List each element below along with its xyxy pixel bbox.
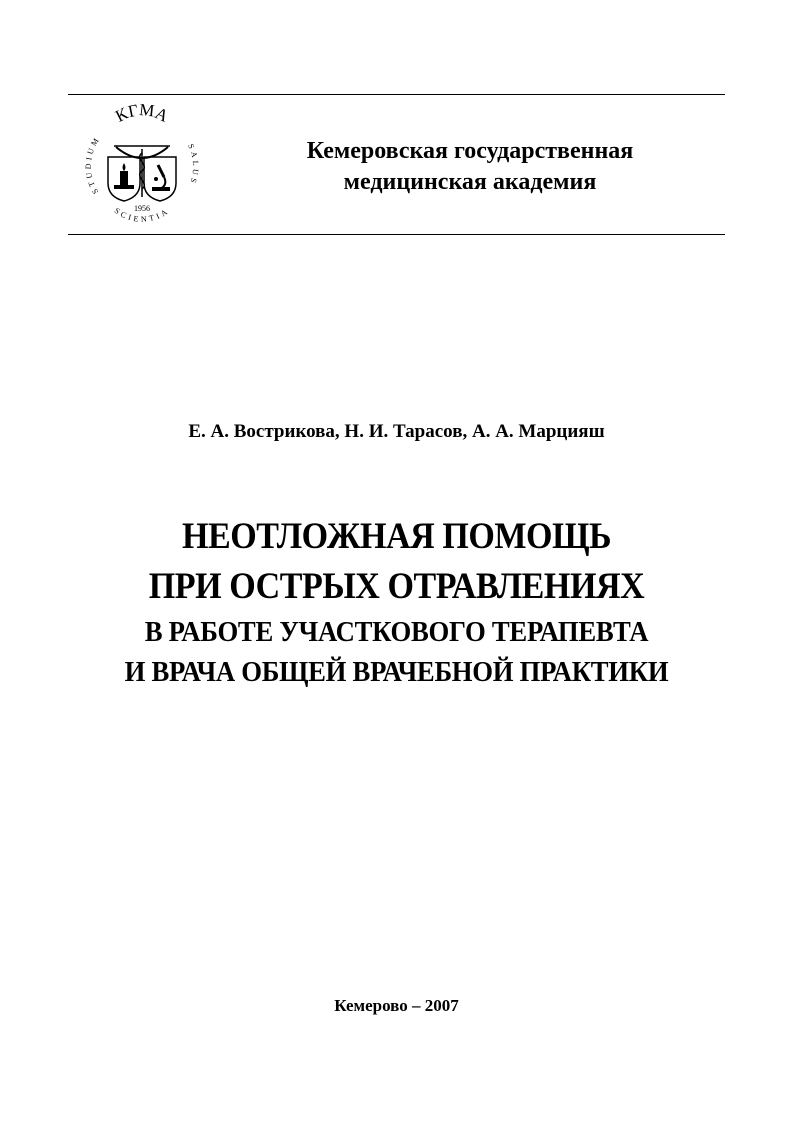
institution-name	[250, 136, 690, 198]
svg-text:1956: 1956	[134, 204, 150, 213]
institution-line-1: Кемеровская государственная	[306, 138, 634, 164]
place-and-year: Кемерово – 2007	[334, 996, 459, 1015]
authors: Е. А. Вострикова, Н. И. Тарасов, А. А. Марцияш	[188, 421, 605, 442]
title-line-2: ПРИ ОСТРЫХ ОТРАВЛЕНИЯХ	[148, 566, 645, 607]
header-top-rule	[68, 94, 725, 95]
header-bottom-rule	[68, 234, 725, 235]
svg-text:SALUS: SALUS	[186, 142, 201, 187]
emblem-icon	[76, 99, 208, 231]
title-line-1: НЕОТЛОЖНАЯ ПОМОЩЬ	[181, 516, 612, 557]
title-line-3: В РАБОТЕ УЧАСТКОВОГО ТЕРАПЕВТА	[144, 616, 649, 648]
institution-line-2: медицинская академия	[343, 169, 597, 195]
svg-text:SCIENTIA: SCIENTIA	[112, 205, 172, 224]
book-title	[0, 512, 793, 692]
svg-text:STUDIUM: STUDIUM	[83, 134, 103, 196]
svg-text:КГМА: КГМА	[112, 99, 172, 126]
title-line-4: И ВРАЧА ОБЩЕЙ ВРАЧЕБНОЙ ПРАКТИКИ	[124, 656, 669, 688]
